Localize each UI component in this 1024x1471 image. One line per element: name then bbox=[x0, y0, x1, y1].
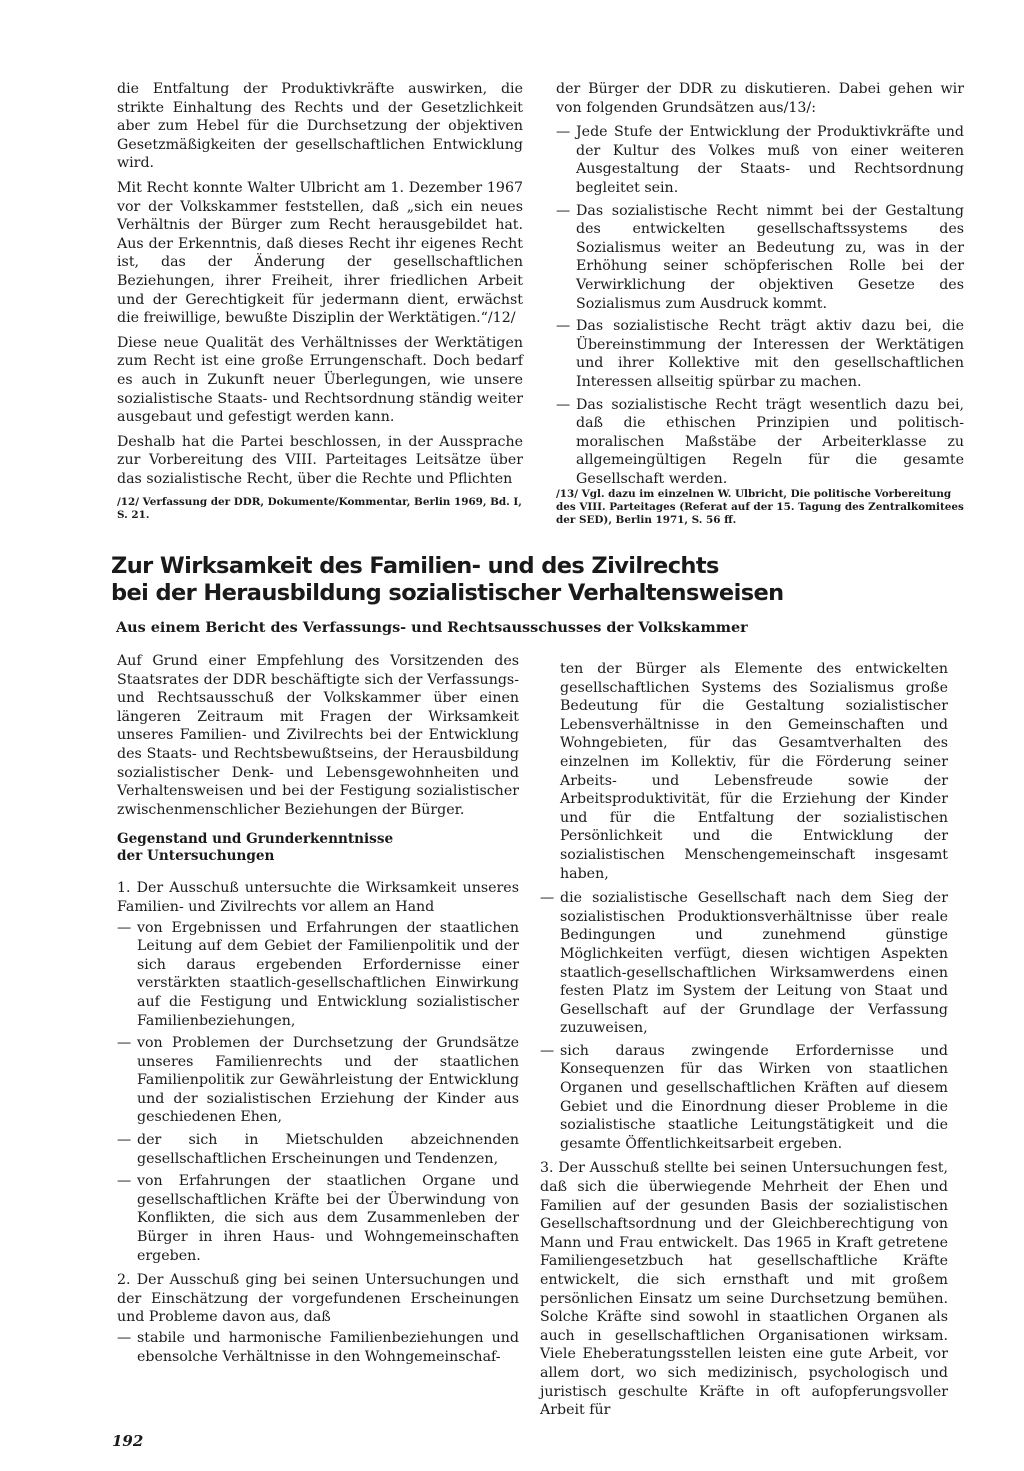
dash-mark: — bbox=[556, 202, 571, 219]
top-right-column bbox=[556, 80, 964, 492]
dash-mark: — bbox=[556, 396, 571, 413]
dash-text: sich daraus zwingende Erfordernisse und Konsequenzen für das Wirken von staatlichen Organen und gesellschaftlichen Kräften auf diesem Gebiet und die Einordnung dieser Probleme in die sozialistische staatliche Leitungstätigkeit und die gesamte Öffentlichkeitsarbeit ergeben. bbox=[560, 1042, 948, 1152]
section-heading-line-2: der Untersuchungen bbox=[117, 848, 275, 865]
dash-mark: — bbox=[117, 1330, 132, 1346]
paragraph: der Bürger der DDR zu diskutieren. Dabei gehen wir von folgenden Grundsätzen aus/13/: bbox=[556, 81, 964, 116]
paragraph: Mit Recht konnte Walter Ulbricht am 1. Dezember 1967 vor der Volkskammer feststellen, daß „sich ein neues Verhältnis der Bürger zum Recht herausgebildet hat. Aus der Erkenntnis, daß dieses Recht ihr eigenes Recht ist, das der Änderung der gesellschaftlichen Beziehungen, ihrer Freiheit, ihrer friedlichen Arbeit und der Gerechtigkeit für jedermann dient, erwächst die freiwillige, bewußte Disziplin der Werktätigen.“/12/ bbox=[117, 179, 523, 327]
paragraph: Deshalb hat die Partei beschlossen, in der Aussprache zur Vorbereitung des VIII. Parteitages Leitsätze über das sozialistische Recht, über die Rechte und Pflichten bbox=[117, 433, 523, 487]
paragraph: die Entfaltung der Produktivkräfte auswirken, die strikte Einhaltung des Rechts und der Gesetzlichkeit aber zum Hebel für die Durchsetzung der objektiven Gesetzmäßigkeiten der gesellschaftlichen Entwicklung wird. bbox=[117, 81, 523, 172]
dash-item bbox=[540, 889, 948, 1038]
dash-text: Das sozialistische Recht trägt wesentlich dazu bei, daß die ethischen Prinzipien und politisch-moralischen Maßstäbe der Arbeiterklasse zu allgemeingültigen Regeln für die gesamte Gesellschaft werden. bbox=[576, 396, 964, 487]
dash-mark: — bbox=[117, 1132, 132, 1149]
dash-text: der sich in Mietschulden abzeichnenden gesellschaftlichen Erscheinungen und Tendenzen, bbox=[137, 1132, 519, 1167]
article-title-line-2: bei der Herausbildung sozialistischer Verhaltensweisen bbox=[111, 580, 784, 606]
intro-paragraph: Auf Grund einer Empfehlung des Vorsitzenden des Staatsrates der DDR beschäftigte sich der Verfassungs- und Rechtsausschuß der Volkskammer über einen längeren Zeitraum mit Fragen der Wirksamkeit unseres Familien- und Zivilrechts bei der Entwicklung des Staats- und Rechtsbewußtseins, der Herausbildung sozialistischer Denk- und Lebensgewohnheiten und Verhaltensweisen und bei der Festigung sozialistischer zwischenmenschlicher Beziehungen der Bürger. bbox=[117, 653, 519, 818]
dash-item bbox=[117, 1131, 519, 1168]
dash-mark: — bbox=[540, 1042, 555, 1059]
page-number: 192 bbox=[112, 1432, 144, 1450]
top-left-column bbox=[117, 80, 523, 494]
dash-mark: — bbox=[117, 1173, 132, 1190]
article-right-column bbox=[540, 660, 948, 1426]
dash-mark: — bbox=[117, 1035, 132, 1052]
section-heading-line-1: Gegenstand und Grunderkenntnisse bbox=[117, 831, 394, 848]
dash-text: die sozialistische Gesellschaft nach dem Sieg der sozialistischen Produktionsverhältnisse über reale Bedingungen und zunehmend günstige Möglichkeiten verfügt, diesen wichtigen Aspekten staatlich-gesellschaftlichen Wirksamwerdens einen festen Platz im System der Leitung von Staat und Gesellschaft auf der Grundlage der Verfassung zuzuweisen, bbox=[560, 890, 948, 1037]
dash-item bbox=[117, 919, 519, 1031]
paragraph: ten der Bürger als Elemente des entwickelten gesellschaftlichen Systems des Sozialismus große Bedeutung für die Gestaltung sozialistischer Lebensverhältnisse in den Gemeinschaften und Wohngebieten, für das Gesamtverhalten des einzelnen im Kollektiv, für die Förderung seiner Arbeits- und Lebensfreude sowie der Arbeitsproduktivität, für die Erziehung der Kinder und für die Entfaltung der sozialistischen Persönlichkeit und die Entwicklung der sozialistischen Menschengemeinschaft insgesamt haben, bbox=[560, 661, 948, 882]
dash-text: Das sozialistische Recht nimmt bei der Gestaltung des entwickelten gesellschaftssystems des Sozialismus weiter an Bedeutung zu, was in der Erhöhung seiner schöpferischen Rolle bei der Verwirklichung der objektiven Gesetze des Sozialismus zum Ausdruck kommt. bbox=[576, 202, 964, 312]
dash-mark: — bbox=[117, 919, 132, 936]
dash-text: Jede Stufe der Entwicklung der Produktivkräfte und der Kultur des Volkes muß von einer weiteren Ausgestaltung der Staats- und Rechtsordnung begleitet sein. bbox=[576, 124, 964, 196]
article-title-line-1: Zur Wirksamkeit des Familien- und des Zivilrechts bbox=[111, 553, 719, 579]
footnote-12: /12/ Verfassung der DDR, Dokumente/Kommentar, Berlin 1969, Bd. I, S. 21. bbox=[117, 496, 522, 521]
paragraph: 1. Der Ausschuß untersuchte die Wirksamkeit unseres Familien- und Zivilrechts vor allem an Hand bbox=[117, 880, 519, 915]
dash-item bbox=[540, 1042, 948, 1154]
dash-item bbox=[556, 123, 964, 197]
dash-item bbox=[117, 1034, 519, 1127]
dash-item bbox=[117, 1172, 519, 1265]
paragraph: 3. Der Ausschuß stellte bei seinen Untersuchungen fest, daß sich die überwiegende Mehrheit der Ehen und Familien auf der gesunden Basis der sozialistischen Gesellschaftsordnung und der Gleichberechtigung von Mann und Frau entwickelt. Das 1965 in Kraft getretene Familiengesetzbuch hat gesellschaftliche Kräfte entwickelt, die sich ernsthaft und mit großem persönlichen Einsatz um seine Durchsetzung bemühen. Solche Kräfte sind sowohl in staatlichen Organen als auch in gesellschaftlichen Organisationen wirksam. Viele Eheberatungsstellen leisten eine gute Arbeit, vor allem dort, wo sich medizinisch, psychologisch und juristisch geschulte Kräfte in oft aufopferungsvoller Arbeit für bbox=[540, 1160, 948, 1419]
paragraph: 2. Der Ausschuß ging bei seinen Untersuchungen und der Einschätzung der vorgefundenen Erscheinungen und Probleme davon aus, daß bbox=[117, 1272, 519, 1326]
dash-mark: — bbox=[540, 890, 555, 907]
article-left-column bbox=[117, 652, 519, 1370]
dash-text: stabile und harmonische Familienbeziehungen und ebensolche Verhältnisse in den Wohngemeinschaf- bbox=[137, 1330, 519, 1365]
dash-mark: — bbox=[556, 318, 571, 335]
paragraph: Diese neue Qualität des Verhältnisses der Werktätigen zum Recht ist eine große Errungenschaft. Doch bedarf es auch in Zukunft neuer Überlegungen, wie unsere sozialistische Staats- und Rechtsordnung ständig weiter ausgebaut und gefestigt werden kann. bbox=[117, 334, 523, 426]
dash-item bbox=[556, 317, 964, 391]
section-heading bbox=[117, 831, 519, 865]
dash-item bbox=[556, 202, 964, 314]
dash-text: von Ergebnissen und Erfahrungen der staatlichen Leitung auf dem Gebiet der Familienpolitik und der sich daraus ergebenden Erfordernisse einer verstärkten staatlich-gesellschaftlichen Einwirkung auf die Festigung und Entwicklung sozialistischer Familienbeziehungen, bbox=[137, 919, 519, 1029]
article-subtitle: Aus einem Bericht des Verfassungs- und Rechtsausschusses der Volkskammer bbox=[116, 619, 748, 636]
dash-text: Das sozialistische Recht trägt aktiv dazu bei, die Übereinstimmung der Interessen der Werktätigen und ihrer Kollektive mit den gesellschaftlichen Interessen allseitig spürbar zu machen. bbox=[576, 318, 964, 390]
dash-text: von Problemen der Durchsetzung der Grundsätze unseres Familienrechts und der staatlichen Familienpolitik zur Gewährleistung der Entwicklung und der sozialistischen Erziehung der Kinder aus geschiedenen Ehen, bbox=[137, 1035, 519, 1126]
dash-text: von Erfahrungen der staatlichen Organe und gesellschaftlichen Kräfte bei der Überwindung von Konflikten, die sich aus dem Zusammenleben der Bürger in ihren Haus- und Wohngemeinschaften ergeben. bbox=[137, 1173, 519, 1264]
dash-item bbox=[556, 396, 964, 489]
dash-item bbox=[117, 1329, 519, 1366]
dash-mark: — bbox=[556, 124, 571, 141]
footnote-13: /13/ Vgl. dazu im einzelnen W. Ulbricht, Die politische Vorbereitung des VIII. Parteitages (Referat auf der 15. Tagung des Zentralkomitees der SED), Berlin 1971, S. 56 ff. bbox=[556, 488, 964, 526]
